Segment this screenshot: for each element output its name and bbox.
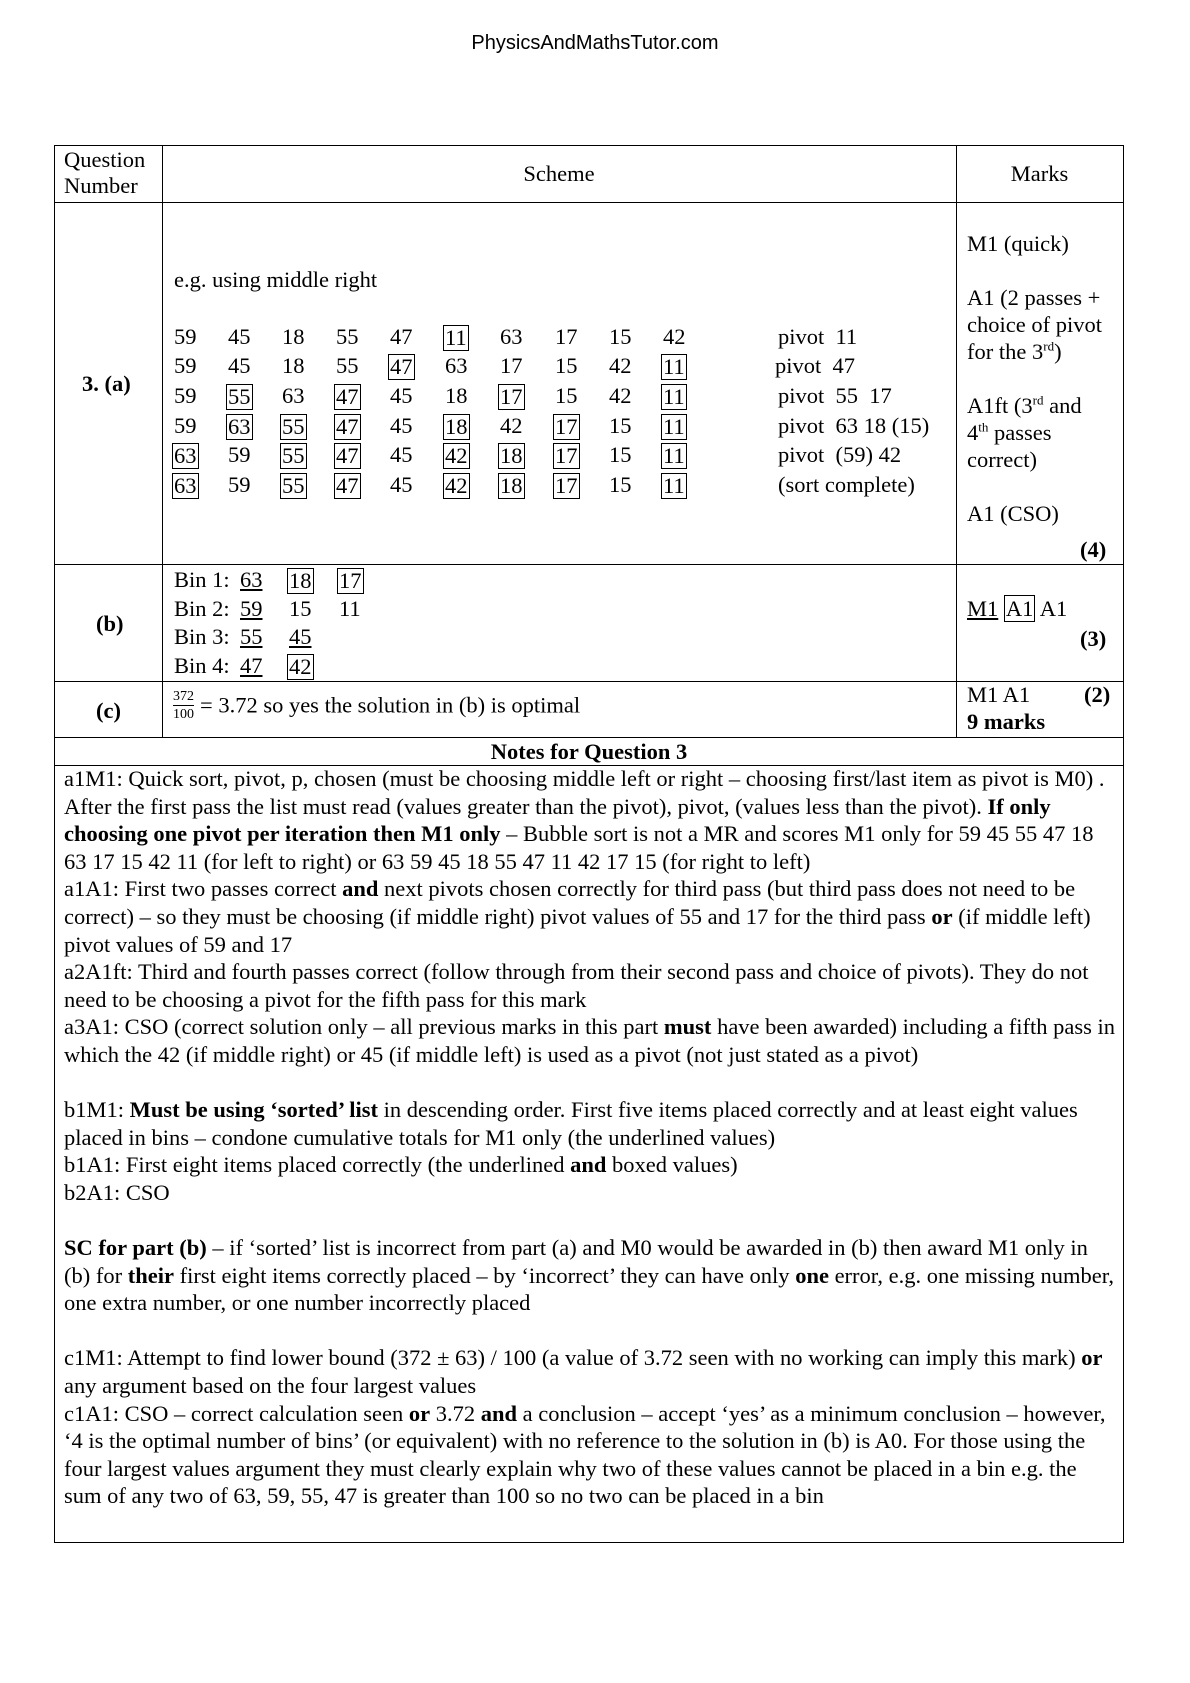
bin-item: 45 (289, 624, 312, 649)
header-marks: Marks (1010, 161, 1069, 186)
note-paragraph (64, 1096, 1116, 1151)
note-paragraph (64, 1400, 1116, 1510)
pivot-value-boxed: 55 (282, 443, 305, 468)
pivot-value-boxed: 55 (228, 384, 251, 409)
header-question-number (64, 147, 145, 199)
mark-a1ft-line1 (967, 392, 1102, 419)
part-a-marks (967, 230, 1102, 527)
list-value: 45 (228, 353, 251, 378)
part-b-label: (b) (96, 611, 124, 636)
list-value: 15 (555, 353, 578, 378)
note-paragraph (64, 1234, 1116, 1317)
mark-m1: M1 (967, 596, 999, 621)
mark-a1ft-text: A1ft (3 (967, 393, 1033, 418)
part-a-label: 3. (a) (82, 371, 131, 396)
pivot-note: pivot 55 17 (778, 383, 892, 408)
mark-a1ft-text-end: and (1043, 393, 1082, 418)
pivot-value-boxed: 11 (663, 473, 685, 498)
pivot-value-boxed: 11 (663, 384, 685, 409)
pivot-value-boxed: 11 (663, 354, 685, 379)
note-text: – if ‘sorted’ list is incorrect from part (a) and M0 would be awarded in (b) then award M1 only in (b) for (64, 1235, 1088, 1288)
note-emphasis: and (570, 1152, 607, 1178)
note-text: b2A1: CSO (64, 1179, 170, 1205)
part-c-total: (2) (1084, 682, 1111, 707)
note-text: b1M1: (64, 1097, 130, 1123)
note-text: boxed values) (606, 1152, 738, 1178)
mark-a1ft-text-end: passes (988, 420, 1052, 445)
fraction-numerator: 372 (173, 689, 194, 704)
mark-a1-line1: A1 (2 passes + (967, 285, 1101, 310)
mark-a1-line3-text: for the 3 (967, 339, 1044, 364)
pivot-note: pivot 11 (778, 324, 858, 349)
part-b-total: (3) (1080, 626, 1107, 651)
note-text: a3A1: CSO (correct solution only – all previous marks in this part (64, 1014, 664, 1040)
list-value: 15 (609, 413, 632, 438)
note-text: next pivots chosen correctly for third pass (but third pass does not need to be correct) – so they must be choosing (if middle right) pivot values of 55 and 17 for the third pass (64, 876, 1076, 929)
part-a-total: (4) (1080, 537, 1107, 562)
list-value: 15 (555, 383, 578, 408)
list-value: 42 (500, 413, 523, 438)
note-text: 3.72 (430, 1400, 481, 1426)
bin-item: 11 (339, 595, 361, 621)
list-value: 42 (609, 353, 632, 378)
note-emphasis: and (480, 1400, 518, 1426)
bin-item: 63 (240, 567, 263, 592)
list-value: 59 (228, 472, 251, 497)
bin-item: 17 (339, 568, 362, 593)
pivot-value-boxed: 63 (174, 443, 197, 468)
pivot-value-boxed: 63 (174, 473, 197, 498)
list-value: 63 (282, 383, 305, 408)
bin-item: 55 (240, 624, 263, 649)
superscript: th (978, 419, 989, 435)
mark-m1-quick: M1 (quick) (967, 231, 1069, 256)
list-value: 17 (500, 353, 523, 378)
list-value: 15 (609, 324, 632, 349)
notes-body (64, 765, 1116, 1510)
mark-a1-line3-end: ) (1054, 339, 1062, 364)
note-emphasis: Must be using ‘sorted’ list (129, 1097, 378, 1123)
list-value: 59 (174, 324, 197, 349)
bin-label: Bin 4: (174, 652, 236, 678)
grand-total: 9 marks (967, 709, 1046, 734)
list-value: 45 (390, 413, 413, 438)
note-text: have been awarded) including a fifth pass in which the 42 (if middle right) or 45 (if middle left) is used as a pivot (not just stated as a pivot) (64, 1014, 1116, 1067)
note-text: c1M1: Attempt to find lower bound (372 ± 63) / 100 (a value of 3.72 seen with no working can imply this mark) (64, 1345, 1082, 1371)
part-b-marks (967, 596, 1067, 622)
note-text: a2A1ft: Third and fourth passes correct (follow through from their second pass and choice of pivots). They do not need to be choosing a pivot for the fifth pass for this mark (64, 959, 1089, 1012)
bin-item: 59 (240, 595, 263, 621)
part-c-marks: M1 A1 (967, 682, 1031, 707)
note-text: b1A1: First eight items placed correctly (the underlined (64, 1152, 571, 1178)
bin-label: Bin 3: (174, 624, 236, 649)
pivot-value-boxed: 63 (228, 414, 251, 439)
bin-item: 15 (289, 595, 312, 621)
pivot-value-boxed: 17 (500, 384, 523, 409)
pivot-value-boxed: 17 (555, 414, 578, 439)
bin-item: 42 (289, 653, 312, 679)
bin-item: 47 (240, 652, 263, 678)
note-paragraph (64, 958, 1116, 1013)
note-paragraph (64, 1151, 1116, 1179)
pivot-value-boxed: 47 (336, 443, 359, 468)
mark-a1ft-line2 (967, 419, 1102, 446)
list-value: 18 (445, 383, 468, 408)
list-value: 17 (555, 324, 578, 349)
part-a-intro: e.g. using middle right (174, 267, 378, 292)
pivot-value-boxed: 42 (445, 473, 468, 498)
note-text: in descending order. First five items placed correctly and at least eight values placed in bins – condone cumulative totals for M1 only (the underlined values) (64, 1097, 1078, 1150)
note-emphasis: their (127, 1262, 174, 1288)
pivot-value-boxed: 11 (663, 414, 685, 439)
note-text: – Bubble sort is not a MR and scores M1 only for 59 45 55 47 18 63 17 15 42 11 (for left to right) or 63 59 45 18 55 47 11 42 17 15 (for right to left) (64, 821, 1094, 874)
note-text: a1A1: First two passes correct (64, 876, 343, 902)
pivot-note: pivot 63 18 (15) (778, 413, 930, 438)
list-value: 45 (390, 472, 413, 497)
part-c-answer (173, 688, 580, 723)
fraction (173, 688, 194, 723)
part-c-text: = 3.72 so yes the solution in (b) is optimal (200, 692, 581, 718)
list-value: 42 (663, 324, 686, 349)
pivot-value-boxed: 11 (445, 325, 467, 350)
list-value: 45 (228, 324, 251, 349)
note-emphasis: or (1081, 1345, 1103, 1371)
note-emphasis: or (408, 1400, 431, 1426)
list-value: 18 (282, 353, 305, 378)
note-paragraph (64, 1179, 1116, 1207)
list-value: 59 (174, 383, 197, 408)
list-value: 45 (390, 442, 413, 467)
list-value: 55 (336, 353, 359, 378)
mark-a1ft-text: 4 (967, 420, 979, 445)
note-paragraph (64, 875, 1116, 958)
pivot-value-boxed: 17 (555, 443, 578, 468)
part-c-label: (c) (96, 698, 121, 723)
list-value: 45 (390, 383, 413, 408)
note-paragraph (64, 1344, 1116, 1399)
pivot-note: (sort complete) (778, 472, 915, 497)
note-text: (if middle left) pivot values of 59 and 17 (64, 903, 1091, 957)
note-text: any argument based on the four largest values (64, 1373, 477, 1399)
header-scheme: Scheme (523, 161, 595, 186)
bin-label: Bin 1: (174, 567, 236, 592)
pivot-value-boxed: 55 (282, 473, 305, 498)
list-value: 59 (174, 353, 197, 378)
header-question-line1: Question (64, 147, 146, 172)
note-emphasis: and (342, 876, 379, 902)
note-emphasis: one (795, 1262, 829, 1288)
pivot-note: pivot (59) 42 (778, 442, 902, 467)
pivot-value-boxed: 47 (336, 473, 359, 498)
list-value: 55 (336, 324, 359, 349)
pivot-note: pivot 47 (775, 353, 856, 378)
superscript: rd (1032, 392, 1044, 408)
mark-a1-line2: choice of pivot (967, 312, 1102, 337)
note-paragraph (64, 1013, 1116, 1068)
header-question-line2: Number (64, 173, 138, 198)
pivot-value-boxed: 18 (445, 414, 468, 439)
list-value: 42 (609, 383, 632, 408)
pivot-value-boxed: 18 (500, 443, 523, 468)
list-value: 15 (609, 442, 632, 467)
pivot-value-boxed: 18 (500, 473, 523, 498)
list-value: 59 (228, 442, 251, 467)
list-value: 63 (500, 324, 523, 349)
note-text: c1A1: CSO – correct calculation seen (64, 1400, 409, 1426)
mark-a1-boxed: A1 (1005, 596, 1034, 621)
pivot-value-boxed: 55 (282, 414, 305, 439)
pivot-value-boxed: 17 (555, 473, 578, 498)
note-emphasis: or (931, 903, 953, 929)
list-value: 15 (609, 472, 632, 497)
list-value: 18 (282, 324, 305, 349)
mark-a1ft-line3: correct) (967, 447, 1037, 472)
notes-title: Notes for Question 3 (490, 739, 688, 764)
note-emphasis: must (663, 1014, 712, 1040)
bin-label: Bin 2: (174, 595, 236, 621)
note-emphasis: SC for part (b) (64, 1235, 207, 1261)
note-text: error, e.g. one missing number, one extra number, or one number incorrectly placed (64, 1262, 1114, 1316)
mark-a1: A1 (1039, 596, 1068, 621)
mark-a1-cso: A1 (CSO) (967, 501, 1059, 526)
pivot-value-boxed: 47 (336, 414, 359, 439)
note-emphasis: If only choosing one pivot per iteration then M1 only (64, 793, 1051, 847)
list-value: 59 (174, 413, 197, 438)
list-value: 47 (390, 324, 413, 349)
note-text: a1M1: Quick sort, pivot, p, chosen (must be choosing middle left or right – choosing first/last item as pivot is M0) . After the first pass the list must read (values greater than the pivot), pivot, (values less than the pivot). (64, 766, 1105, 819)
note-text: first eight items correctly placed – by ‘incorrect’ they can have only (173, 1262, 796, 1288)
site-header: PhysicsAndMathsTutor.com (471, 32, 719, 54)
fraction-denominator: 100 (173, 707, 194, 722)
pivot-value-boxed: 11 (663, 443, 685, 468)
pivot-value-boxed: 47 (336, 384, 359, 409)
superscript: rd (1043, 338, 1055, 354)
list-value: 63 (445, 353, 468, 378)
pivot-value-boxed: 42 (445, 443, 468, 468)
pivot-value-boxed: 47 (390, 354, 413, 379)
bin-item: 18 (289, 568, 312, 593)
note-paragraph (64, 765, 1116, 875)
note-text: a conclusion – accept ‘yes’ as a minimum conclusion – however, ‘4 is the optimal number of bins’ (or equivalent) with no reference to the solution in (b) is A0. For those using the four largest values argument they must clearly explain why two of these values cannot be placed in a bin e.g. the sum of any two of 63, 59, 55, 47 is greater than 100 so no two can be placed in a bin (64, 1400, 1106, 1509)
mark-a1-line3 (967, 338, 1102, 365)
